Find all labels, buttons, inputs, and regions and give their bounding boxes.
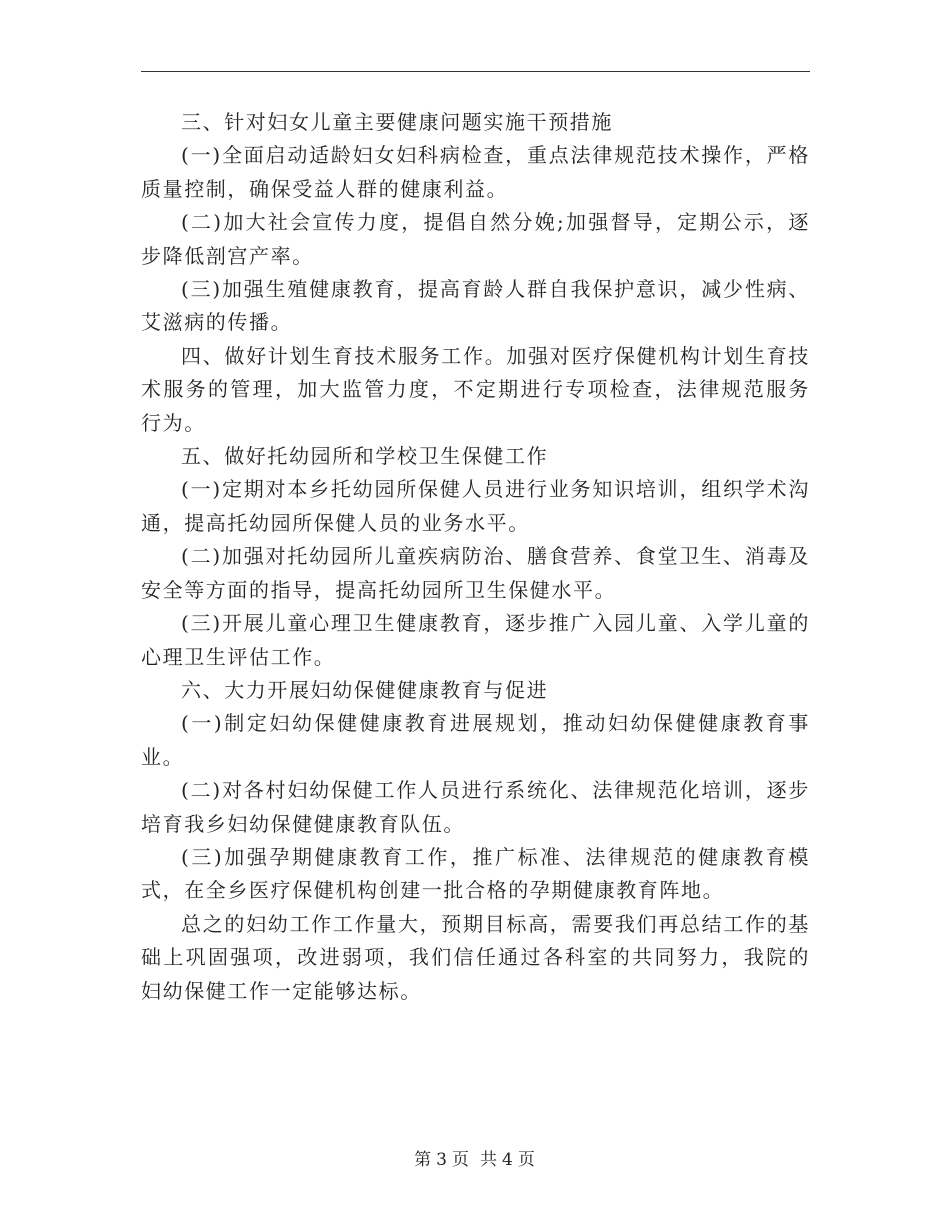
header-rule bbox=[141, 71, 810, 72]
conclusion-paragraph: 总之的妇幼工作工作量大，预期目标高，需要我们再总结工作的基础上巩固强项，改进弱项，我们信任通过各科室的共同努力，我院的妇幼保健工作一定能够达标。 bbox=[141, 911, 810, 1003]
heading-section-6: 六、大力开展妇幼保健健康教育与促进 bbox=[181, 677, 549, 702]
paragraph: (一)全面启动适龄妇女妇科病检查，重点法律规范技术操作，严格质量控制，确保受益人群的健康利益。 bbox=[141, 143, 810, 201]
heading-section-5: 五、做好托幼园所和学校卫生保健工作 bbox=[181, 444, 549, 469]
paragraph: (三)加强生殖健康教育，提高育龄人群自我保护意识，减少性病、艾滋病的传播。 bbox=[141, 277, 810, 335]
paragraph: (一)制定妇幼保健健康教育进展规划，推动妇幼保健健康教育事业。 bbox=[141, 711, 810, 769]
paragraph: (一)定期对本乡托幼园所保健人员进行业务知识培训，组织学术沟通，提高托幼园所保健人员的业务水平。 bbox=[141, 477, 810, 535]
paragraph: (三)加强孕期健康教育工作，推广标准、法律规范的健康教育模式，在全乡医疗保健机构创建一批合格的孕期健康教育阵地。 bbox=[141, 844, 810, 903]
current-page-number: 3 bbox=[436, 1150, 448, 1170]
paragraph: (二)对各村妇幼保健工作人员进行系统化、法律规范化培训，逐步培育我乡妇幼保健健康教育队伍。 bbox=[141, 778, 810, 836]
paragraph: (二)加大社会宣传力度，提倡自然分娩;加强督导，定期公示，逐步降低剖宫产率。 bbox=[141, 210, 810, 268]
footer-suffix: 页 bbox=[517, 1150, 536, 1170]
document-body bbox=[141, 106, 810, 1008]
footer-total-word: 共 bbox=[480, 1150, 498, 1170]
page-footer bbox=[0, 1148, 950, 1172]
paragraph: (二)加强对托幼园所儿童疾病防治、膳食营养、食堂卫生、消毒及安全等方面的指导，提高托幼园所卫生保健水平。 bbox=[141, 544, 810, 602]
footer-prefix: 第 bbox=[414, 1150, 433, 1170]
total-pages-number: 4 bbox=[502, 1150, 514, 1170]
footer-page-word: 页 bbox=[452, 1150, 470, 1170]
heading-section-4: 四、做好计划生育技术服务工作。加强对医疗保健机构计划生育技术服务的管理，加大监管力度，不定期进行专项检查，法律规范服务行为。 bbox=[141, 343, 810, 435]
heading-section-3: 三、针对妇女儿童主要健康问题实施干预措施 bbox=[181, 110, 613, 134]
paragraph: (三)开展儿童心理卫生健康教育，逐步推广入园儿童、入学儿童的心理卫生评估工作。 bbox=[141, 611, 810, 669]
